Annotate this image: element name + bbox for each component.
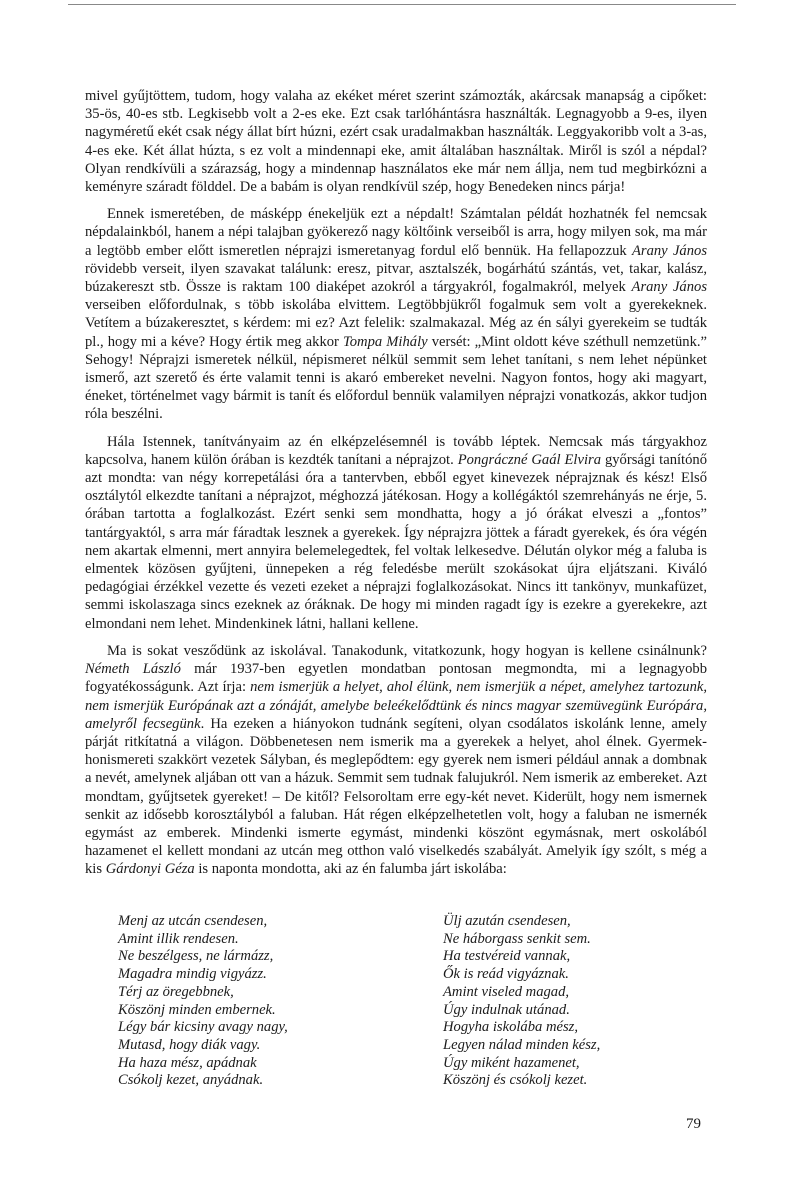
text-run: mivel gyűjtöttem, tudom, hogy valaha az ekéket méret szerint számozták, akárcsak manapság a cipőket: 35-ös, 40-es stb. Legkisebb volt a 2-es eke. Ezt csak tarlóhántásra használták. Legnagyobb a 9-es, ilyen nagyméretű ekét csak négy állat bírt húzni, ezért csak uradalmakban használták. Leggyakoribb volt a 3-as, 4-es eke. Két állat húzta, s ez volt a mindennapi eke, amit általában használtak. Miről is szól a népdal? Olyan rendkívüli a szárazság, hogy a mindennap használatos eke már nem állja, nem tud megbirkózni a keményre száradt földdel. De a babám is olyan rendkívül szép, hogy Benedeken nincs párja! bbox=[85, 88, 707, 196]
poem-line: Menj az utcán csendesen, bbox=[118, 913, 268, 929]
poem-line: Ne háborgass senkit sem. bbox=[443, 930, 591, 947]
italic-text: Tompa Mihály bbox=[342, 333, 428, 350]
text-run: győrsági tanítónő azt mondta: van négy korrepetálási óra a tantervben, ebből egyet kinevezek néprajznak és kész! Első osztálytól elkezdte tanítani a néprajzot, méghozzá játékosan. Hogy a kollégáktól szemrehányás ne érje, 5. órában tartotta a foglalkozást. Ezért senki sem mondhatta, hogy a jó órákat elveszi a „fontos” tantárgyaktól, s arra már fáradtak lesznek a gyerekek. Így néprajzra jöttek a fáradt gyerekek, és óra végén nem akartak elmenni, mert annyira belemelegedtek, fel voltak lelkesedve. Délután olykor még a faluba is elmentek közösen gyűjteni, ünnepeken a rég feledésbe merült szokásokat újra eljátszani. Kiváló pedagógiai érzékkel vezette és vezeti ezeket a néprajzi foglalkozásokat. Nincs itt tankönyv, munkafüzet, semmi iskolaszaga sincs ezeknek az óráknak. De hogy mi minden ragadt így is ezekre a gyerekekre, azt elmondani nem lehet. Mindenkinek látni, hallani kellene. bbox=[85, 451, 707, 632]
text-run: verseiben előfordulnak, s több iskolába elvittem. Legtöbbjükről fogalmuk sem volt a gyerekeknek. Vetítem a búzakeresztet, s kérdem: mi ez? Azt felelik: szalmakazal. Még az én sályi gyerekeim se tudták pl., hogy mi a kéve? Hogy értik meg akkor bbox=[85, 297, 707, 350]
italic-text: Arany János bbox=[631, 242, 707, 259]
text-run: versét: „Mint oldott kéve széthull nemzetünk.” Sehogy! Néprajzi ismeretek nélkül, népismeret nélkül semmit sem lehet tanítani, s nem lehet népünket ismerő, azt szerető és érte valamit tenni is akaró embereket nevelni. Nagyon fontos, hogy aki magyart, éneket, történelmet vagy bármit is tanít és előfordul bennük valamilyen néprajzi vonatkozás, akkor tudjon róla beszélni. bbox=[85, 333, 707, 423]
poem-right-column bbox=[443, 913, 600, 1090]
text-run: már 1937-ben egyetlen mondatban pontosan megmondta, mi a legnagyobb fogyatékosságunk. Azt írja: bbox=[85, 661, 707, 696]
text-run: rövidebb verseit, ilyen szavakat találunk: eresz, pitvar, asztalszék, bogárhátú szántás, vet, takar, kalász, búzakereszt stb. Össze is raktam 100 diaképet azokról a tárgyakról, fogalmakról, melyek bbox=[85, 260, 707, 296]
italic-text: Gárdonyi Géza bbox=[105, 861, 195, 878]
poem-line: Ők is reád vigyáznak. bbox=[443, 966, 569, 983]
poem-line: Úgy miként hazamenet, bbox=[443, 1054, 580, 1071]
italic-text: nem ismerjük a helyet, ahol élünk, nem ismerjük a népet, amelyhez tartozunk, nem ismerjük Európának azt a zónáját, amelybe beleékelődtünk és nincs magyar szemüvegünk Európára, amelyről fecsegünk bbox=[85, 679, 707, 732]
italic-text: Pongráczné Gaál Elvira bbox=[457, 451, 601, 468]
poem-section bbox=[118, 913, 678, 1093]
poem-line: Csókolj kezet, anyádnak. bbox=[118, 1072, 264, 1089]
paragraph bbox=[85, 87, 707, 196]
text-run: is naponta mondotta, aki az én falumba járt iskolába: bbox=[194, 861, 507, 878]
paragraph bbox=[85, 642, 707, 879]
poem-line: Úgy indulnak utánad. bbox=[443, 1001, 570, 1018]
paragraph bbox=[85, 205, 707, 423]
poem-line: Hogyha iskolába mész, bbox=[443, 1019, 578, 1036]
poem-left-column bbox=[118, 913, 288, 1090]
poem-line: Ha haza mész, apádnak bbox=[118, 1054, 257, 1071]
poem-line: Amint illik rendesen. bbox=[118, 930, 239, 947]
paragraph bbox=[85, 433, 707, 633]
poem-line: Köszönj és csókolj kezet. bbox=[443, 1072, 588, 1089]
poem-line: Térj az öregebbnek, bbox=[118, 983, 234, 1000]
poem-line: Amint viseled magad, bbox=[443, 983, 570, 1000]
body-text bbox=[85, 87, 707, 879]
poem-line: Köszönj minden embernek. bbox=[118, 1001, 276, 1018]
poem-line: Ne beszélgess, ne lármázz, bbox=[118, 948, 274, 965]
poem-line: Magadra mindig vigyázz. bbox=[118, 966, 267, 983]
poem-line: Ülj azután csendesen, bbox=[443, 913, 571, 929]
text-run: Hála Istennek, tanítványaim az én elképzelésemnél is tovább léptek. Nemcsak más tárgyakhoz kapcsolva, hanem külön órában is kezdték tanítani a néprajzot. bbox=[85, 433, 707, 468]
text-run: Ma is sokat vesződünk az iskolával. Tanakodunk, vitatkozunk, hogy hogyan is kellene csinálnunk? bbox=[107, 642, 707, 659]
poem-line: Legyen nálad minden kész, bbox=[443, 1036, 601, 1053]
poem-line: Ha testvéreid vannak, bbox=[443, 948, 571, 965]
poem-line: Mutasd, hogy diák vagy. bbox=[118, 1036, 261, 1053]
text-run: . Ha ezeken a hiányokon tudnánk segíteni, olyan csodálatos iskolánk lenne, amely párját ritkítatná a világon. Döbbenetesen nem ismerik ma a gyerekek a helyet, ahol élnek. Gyermek-honismereti szakkört vezetek Sályban, és meglepődtem: egy gyerek nem ismeri például annak a dombnak a nevét, amelynek aljában ott van a házuk. Semmit sem tudnak falujukról. Nem ismerik az embereket. Azt mondtam, gyűjtsetek gyereket! – De kitől? Felsoroltam erre egy-két nevet. Kiderült, hogy nem ismernek senkit az idősebb korosztályból a faluban. Hát régen elképzelhetetlen volt, hogy a faluban ne ismernék egymást az emberek. Mindenki ismerte egymást, mindenki köszönt egymásnak, mert oskolából hazamenet el kellett mondani az utcán meg otthon való viselkedés szabályát. Amelyik így szólt, s még a kis bbox=[85, 715, 707, 878]
page-number: 79 bbox=[686, 1116, 701, 1132]
top-rule bbox=[68, 4, 736, 5]
italic-text: Németh László bbox=[85, 661, 181, 678]
italic-text: Arany János bbox=[631, 279, 707, 296]
poem-line: Légy bár kicsiny avagy nagy, bbox=[118, 1019, 288, 1036]
text-run: Ennek ismeretében, de másképp énekeljük ezt a népdalt! Számtalan példát hozhatnék fel nemcsak népdalainkból, hanem a népi talajban gyökerező nagy költőink verseiből is arra, hogy milyen sok, ma már a legtöbb ember előtt ismeretlen néprajzi ismeretanyag fordul elő bennük. Ha fellapozzuk bbox=[85, 206, 707, 259]
